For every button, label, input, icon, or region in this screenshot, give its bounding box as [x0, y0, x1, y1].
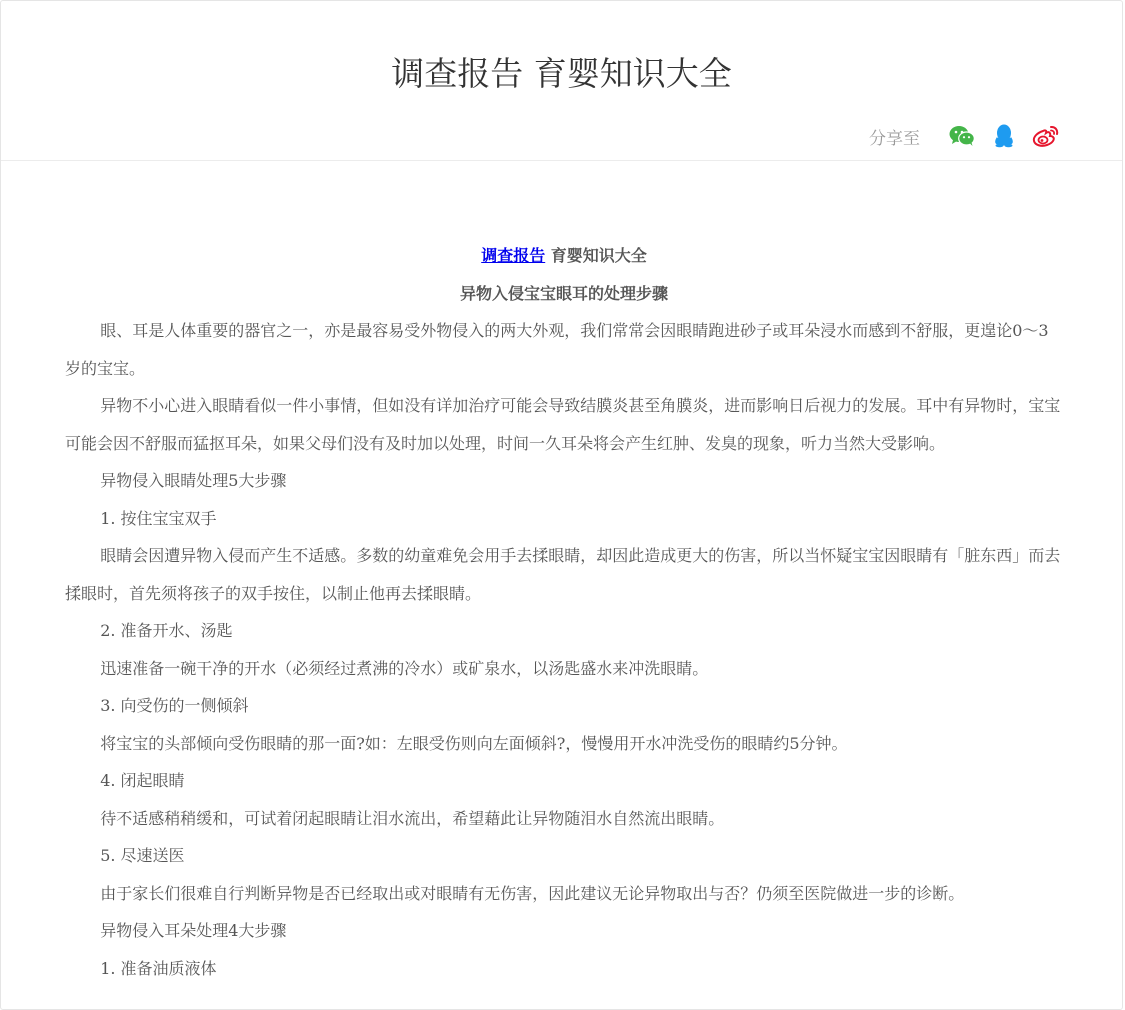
paragraph: 待不适感稍稍缓和，可试着闭起眼睛让泪水流出，希望藉此让异物随泪水自然流出眼睛。 [100, 808, 725, 828]
step-title: 2. 准备开水、汤匙 [100, 621, 233, 640]
paragraph: 异物不小心进入眼睛看似一件小事情，但如没有详加治疗可能会导致结膜炎甚至角膜炎，进而影响日后视力的发展。耳中有异物时，宝宝可能会因不舒服而猛抠耳朵，如果父母们没有及时加以处理，时间一久耳朵将会产生红肿、发臭的现象，听力当然大受影响。 [65, 396, 1061, 453]
weibo-icon[interactable] [1032, 122, 1060, 150]
paragraph: 眼、耳是人体重要的器官之一，亦是最容易受外物侵入的两大外观，我们常常会因眼睛跑进砂子或耳朵浸水而感到不舒服，更遑论0～3岁的宝宝。 [65, 321, 1049, 378]
article-header [1, 1, 1122, 161]
step-title: 1. 准备油质液体 [100, 958, 217, 978]
page-title: 调查报告 育婴知识大全 [391, 54, 732, 93]
step-title: 3. 向受伤的一侧倾斜 [100, 696, 249, 715]
section-heading: 异物侵入耳朵处理4大步骤 [100, 921, 287, 940]
step-title: 1. 按住宝宝双手 [100, 508, 217, 528]
share-bar [869, 121, 1060, 151]
paragraph: 迅速准备一碗干净的开水（必须经过煮沸的冷水）或矿泉水，以汤匙盛水来冲洗眼睛。 [100, 658, 709, 678]
section-heading: 异物侵入眼睛处理5大步骤 [100, 471, 287, 490]
qq-icon[interactable] [990, 122, 1018, 150]
paragraph: 将宝宝的头部倾向受伤眼睛的那一面?如：左眼受伤则向左面倾斜?，慢慢用开水冲洗受伤的眼睛约5分钟。 [100, 733, 848, 753]
wechat-icon[interactable] [948, 122, 976, 150]
share-label: 分享至 [869, 128, 920, 149]
heading-text: 育婴知识大全 [545, 246, 647, 265]
heading-link[interactable]: 调查报告 [481, 246, 546, 265]
paragraph: 眼睛会因遭异物入侵而产生不适感。多数的幼童难免会用手去揉眼睛，却因此造成更大的伤害，所以当怀疑宝宝因眼睛有「脏东西」而去揉眼时，首先须将孩子的双手按住，以制止他再去揉眼睛。 [65, 546, 1061, 603]
step-title: 5. 尽速送医 [100, 846, 185, 865]
article-heading [65, 237, 1063, 275]
article-body [65, 237, 1063, 987]
step-title: 4. 闭起眼睛 [100, 771, 185, 790]
article-subheading: 异物入侵宝宝眼耳的处理步骤 [459, 283, 668, 303]
paragraph: 由于家长们很难自行判断异物是否已经取出或对眼睛有无伤害，因此建议无论异物取出与否？仍须至医院做进一步的诊断。 [100, 883, 965, 903]
